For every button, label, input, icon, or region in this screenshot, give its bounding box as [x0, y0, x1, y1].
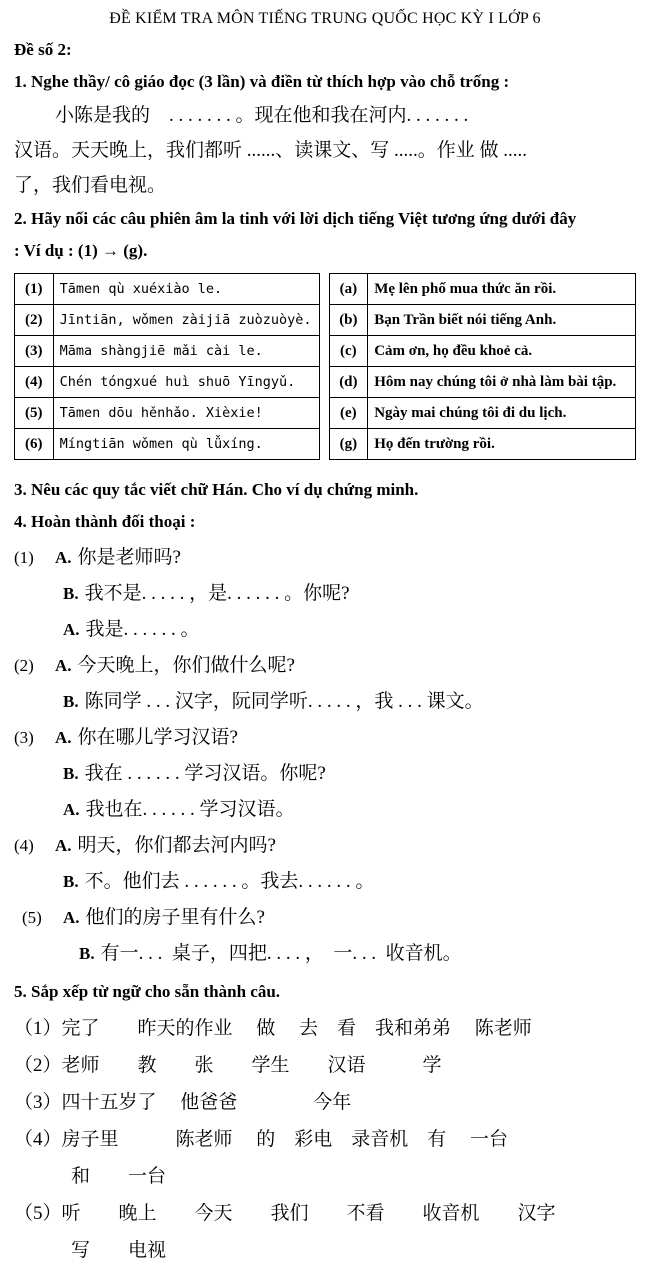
dialogue-number: (5) — [22, 908, 42, 927]
dialogue-text: 他们的房子里有什么? — [85, 907, 265, 928]
speaker-label: B. — [63, 584, 79, 603]
passage-line: 汉语。天天晚上，我们都听 ......、读课文、写 .....。作业 做 ..... — [14, 140, 528, 161]
row-number: (4) — [15, 367, 54, 398]
question5-heading: 5. Sắp xếp từ ngữ cho sẵn thành câu. — [14, 982, 281, 1001]
question4-heading: 4. Hoàn thành đối thoại : — [14, 512, 196, 531]
exam-number-label: Đề số 2: — [14, 40, 72, 59]
speaker-label: B. — [63, 872, 79, 891]
question2-heading-line1: 2. Hãy nối các câu phiên âm la tinh với lời dịch tiếng Việt tương ứng dưới đây — [14, 209, 577, 228]
vietnamese-translation: Ngày mai chúng tôi đi du lịch. — [368, 398, 636, 429]
word-line: （3）四十五岁了 他爸爸 今年 — [14, 1092, 352, 1113]
speaker-label: B. — [63, 764, 79, 783]
table-row — [329, 367, 635, 398]
dialogue-number: (4) — [14, 836, 34, 855]
dialogue-line — [14, 828, 636, 864]
table-row — [329, 429, 635, 460]
dialogue-line — [14, 936, 636, 972]
speaker-label: A. — [63, 800, 80, 819]
row-letter: (g) — [329, 429, 368, 460]
speaker-label: B. — [79, 944, 95, 963]
dialogue-text: 明天，你们都去河内吗? — [77, 835, 276, 856]
vietnamese-translation: Mẹ lên phố mua thức ăn rồi. — [368, 274, 636, 305]
dialogue-line — [14, 756, 636, 792]
question1-heading: 1. Nghe thầy/ cô giáo đọc (3 lần) và điền từ thích hợp vào chỗ trống : — [14, 72, 510, 91]
pinyin-sentence: Jīntiān, wǒmen zàijiā zuòzuòyè. — [53, 305, 319, 336]
row-letter: (c) — [329, 336, 368, 367]
row-letter: (a) — [329, 274, 368, 305]
dialogue-line — [14, 792, 636, 828]
vietnamese-translation: Bạn Trần biết nói tiếng Anh. — [368, 305, 636, 336]
dialogue-text: 我不是. . . . . ，是. . . . . . 。你呢? — [84, 583, 350, 604]
document-title: ĐỀ KIỂM TRA MÔN TIẾNG TRUNG QUỐC HỌC KỲ I LỚP 6 — [109, 10, 541, 27]
table-row — [329, 336, 635, 367]
row-number: (2) — [15, 305, 54, 336]
dialogue-line — [14, 540, 636, 576]
dialogue-line — [14, 576, 636, 612]
dialogue-text: 不。他们去 . . . . . . 。我去. . . . . . 。 — [84, 871, 375, 892]
speaker-label: B. — [63, 692, 79, 711]
match-table-vietnamese — [329, 273, 636, 460]
row-number: (5) — [15, 398, 54, 429]
row-letter: (b) — [329, 305, 368, 336]
dialogue-number: (3) — [14, 728, 34, 747]
speaker-label: A. — [55, 656, 72, 675]
table-row — [15, 398, 320, 429]
vietnamese-translation: Họ đến trường rồi. — [368, 429, 636, 460]
word-line: （1）完了 昨天的作业 做 去 看 我和弟弟 陈老师 — [14, 1018, 532, 1039]
speaker-label: A. — [63, 908, 80, 927]
pinyin-sentence: Māma shàngjiē mǎi cài le. — [53, 336, 319, 367]
table-row — [15, 305, 320, 336]
speaker-label: A. — [55, 728, 72, 747]
speaker-label: A. — [63, 620, 80, 639]
dialogue-line — [14, 900, 636, 936]
passage-line: 小陈是我的 . . . . . . . 。现在他和我在河内. . . . . . . — [55, 105, 469, 126]
vietnamese-translation: Hôm nay chúng tôi ở nhà làm bài tập. — [368, 367, 636, 398]
table-row — [329, 274, 635, 305]
table-row — [15, 367, 320, 398]
row-number: (1) — [15, 274, 54, 305]
dialogue-line — [14, 648, 636, 684]
dialogue-text: 今天晚上，你们做什么呢? — [77, 655, 295, 676]
table-row — [329, 305, 635, 336]
word-line: 写 电视 — [14, 1240, 167, 1261]
match-table-pinyin — [14, 273, 320, 460]
question3-heading: 3. Nêu các quy tắc viết chữ Hán. Cho ví dụ chứng minh. — [14, 480, 419, 499]
speaker-label: A. — [55, 836, 72, 855]
question4-dialogue — [14, 540, 636, 972]
question5-word-lines — [14, 1010, 636, 1269]
dialogue-text: 我也在. . . . . . 学习汉语。 — [85, 799, 295, 820]
table-row — [15, 274, 320, 305]
pinyin-sentence: Tāmen dōu hěnhǎo. Xièxie! — [53, 398, 319, 429]
dialogue-text: 我是. . . . . . 。 — [85, 619, 200, 640]
table-row — [329, 398, 635, 429]
pinyin-sentence: Míngtiān wǒmen qù lǚxíng. — [53, 429, 319, 460]
dialogue-text: 有一. . . 桌子，四把. . . . ， 一. . . 收音机。 — [100, 943, 462, 964]
row-letter: (d) — [329, 367, 368, 398]
dialogue-text: 你在哪儿学习汉语? — [77, 727, 238, 748]
dialogue-line — [14, 864, 636, 900]
dialogue-text: 你是老师吗? — [77, 547, 181, 568]
table-row — [15, 336, 320, 367]
pinyin-sentence: Chén tóngxué huì shuō Yīngyǔ. — [53, 367, 319, 398]
row-letter: (e) — [329, 398, 368, 429]
dialogue-number: (2) — [14, 656, 34, 675]
word-line: （2）老师 教 张 学生 汉语 学 — [14, 1055, 442, 1076]
pinyin-sentence: Tāmen qù xuéxiào le. — [53, 274, 319, 305]
row-number: (6) — [15, 429, 54, 460]
dialogue-line — [14, 612, 636, 648]
question1-passage — [14, 98, 636, 203]
dialogue-line — [14, 684, 636, 720]
row-number: (3) — [15, 336, 54, 367]
dialogue-text: 陈同学 . . . 汉字，阮同学听. . . . . ，我 . . . 课文。 — [84, 691, 484, 712]
speaker-label: A. — [55, 548, 72, 567]
word-line: 和 一台 — [14, 1166, 167, 1187]
dialogue-line — [14, 720, 636, 756]
passage-line: 了，我们看电视。 — [14, 175, 167, 196]
matching-tables — [14, 273, 636, 460]
table-row — [15, 429, 320, 460]
vietnamese-translation: Cảm ơn, họ đều khoẻ cả. — [368, 336, 636, 367]
word-line: （5）听 晚上 今天 我们 不看 收音机 汉字 — [14, 1203, 556, 1224]
dialogue-number: (1) — [14, 548, 34, 567]
question2-heading-line2: : Ví dụ : (1) → (g). — [14, 241, 148, 260]
word-line: （4）房子里 陈老师 的 彩电 录音机 有 一台 — [14, 1129, 509, 1150]
dialogue-text: 我在 . . . . . . 学习汉语。你呢? — [84, 763, 326, 784]
